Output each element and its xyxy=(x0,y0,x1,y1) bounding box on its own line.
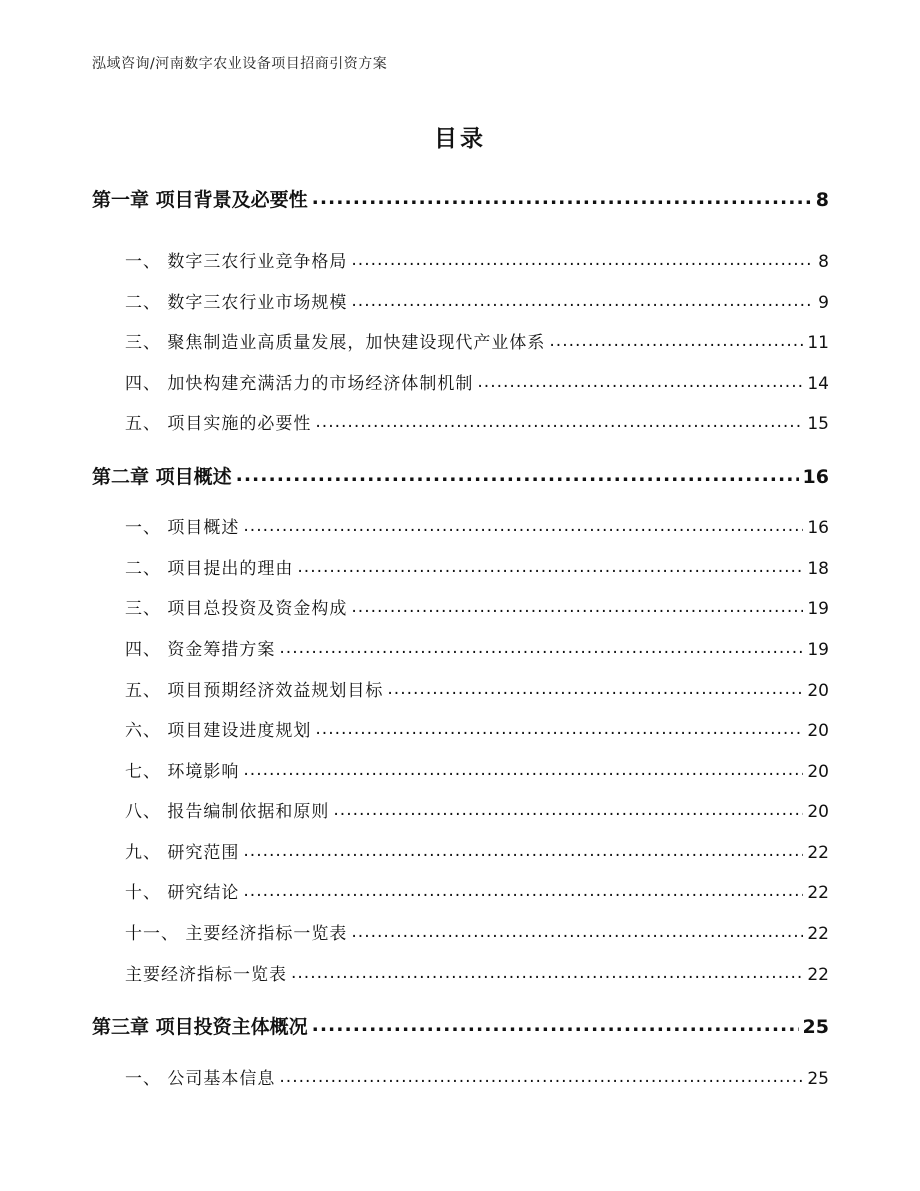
toc-page-number: 19 xyxy=(807,599,829,619)
dot-leader xyxy=(387,679,803,699)
toc-page-number: 22 xyxy=(807,883,829,903)
dot-leader xyxy=(312,187,812,209)
toc-section[interactable] xyxy=(125,757,829,782)
toc-section[interactable] xyxy=(125,554,829,579)
toc-page-number: 15 xyxy=(807,414,829,434)
toc-entry-label: 七、 环境影响 xyxy=(125,762,240,782)
dot-leader xyxy=(297,557,803,577)
toc-page-number: 22 xyxy=(807,924,829,944)
toc-entry-label: 一、 数字三农行业竞争格局 xyxy=(125,252,348,272)
toc-page-number: 18 xyxy=(807,559,829,579)
toc-page-number: 20 xyxy=(807,802,829,822)
dot-leader xyxy=(236,464,799,486)
dot-leader xyxy=(243,516,803,536)
toc-page-number: 20 xyxy=(807,681,829,701)
dot-leader xyxy=(243,760,803,780)
toc-entry-label: 四、 资金筹措方案 xyxy=(125,640,276,660)
toc-entry-label: 十、 研究结论 xyxy=(125,883,240,903)
toc-entry-label: 一、 项目概述 xyxy=(125,518,240,538)
toc-page-number: 14 xyxy=(807,374,829,394)
toc-page-number: 16 xyxy=(807,518,829,538)
toc-entry-label: 九、 研究范围 xyxy=(125,843,240,863)
dot-leader xyxy=(351,250,814,270)
toc-entry-label: 第二章 项目概述 xyxy=(92,466,232,488)
toc-section[interactable] xyxy=(125,676,829,701)
dot-leader xyxy=(477,372,803,392)
toc-page-number: 25 xyxy=(802,1016,829,1038)
toc-chapter-1[interactable] xyxy=(92,185,829,212)
toc-page-number: 19 xyxy=(807,640,829,660)
toc-page-number: 20 xyxy=(807,762,829,782)
toc-entry-label: 八、 报告编制依据和原则 xyxy=(125,802,330,822)
toc-page-number: 22 xyxy=(807,965,829,985)
toc-page-number: 22 xyxy=(807,843,829,863)
toc-entry-label: 一、 公司基本信息 xyxy=(125,1069,276,1089)
toc-entry-label: 三、 聚焦制造业高质量发展，加快建设现代产业体系 xyxy=(125,333,546,353)
dot-leader xyxy=(351,291,814,311)
toc-section[interactable] xyxy=(125,919,829,944)
dot-leader xyxy=(312,1014,799,1036)
dot-leader xyxy=(549,331,803,351)
toc-chapter-2[interactable] xyxy=(92,462,829,489)
toc-section[interactable] xyxy=(125,247,829,272)
dot-leader xyxy=(333,800,803,820)
toc-section[interactable] xyxy=(125,635,829,660)
dot-leader xyxy=(279,638,803,658)
running-header: 泓域咨询/河南数字农业设备项目招商引资方案 xyxy=(92,56,388,72)
toc-page-number: 11 xyxy=(807,333,829,353)
toc-section[interactable] xyxy=(125,328,829,353)
toc-section[interactable] xyxy=(125,878,829,903)
toc-entry-label: 第一章 项目背景及必要性 xyxy=(92,189,308,211)
toc-section[interactable] xyxy=(125,594,829,619)
toc-section[interactable] xyxy=(125,716,829,741)
toc-entry-label: 十一、 主要经济指标一览表 xyxy=(125,924,348,944)
toc-page-number: 20 xyxy=(807,721,829,741)
toc-section[interactable] xyxy=(125,960,829,985)
toc-entry-label: 五、 项目预期经济效益规划目标 xyxy=(125,681,384,701)
toc-page-number: 25 xyxy=(807,1069,829,1089)
toc-page-number: 9 xyxy=(818,293,829,313)
toc-section[interactable] xyxy=(125,797,829,822)
toc-page-number: 8 xyxy=(815,189,829,211)
dot-leader xyxy=(243,841,803,861)
toc-section[interactable] xyxy=(125,369,829,394)
toc-entry-label: 三、 项目总投资及资金构成 xyxy=(125,599,348,619)
toc-page-number: 16 xyxy=(802,466,829,488)
toc-chapter-3[interactable] xyxy=(92,1012,829,1039)
toc-entry-label: 二、 数字三农行业市场规模 xyxy=(125,293,348,313)
dot-leader xyxy=(315,412,803,432)
toc-entry-label: 第三章 项目投资主体概况 xyxy=(92,1016,308,1038)
dot-leader xyxy=(279,1067,803,1087)
toc-entry-label: 四、 加快构建充满活力的市场经济体制机制 xyxy=(125,374,474,394)
dot-leader xyxy=(351,922,803,942)
toc-section[interactable] xyxy=(125,409,829,434)
toc-entry-label: 主要经济指标一览表 xyxy=(125,965,287,985)
dot-leader xyxy=(243,881,803,901)
dot-leader xyxy=(315,719,803,739)
toc-section[interactable] xyxy=(125,513,829,538)
toc-entry-label: 六、 项目建设进度规划 xyxy=(125,721,312,741)
toc-page-number: 8 xyxy=(818,252,829,272)
dot-leader xyxy=(291,963,803,983)
toc-section[interactable] xyxy=(125,838,829,863)
toc-entry-label: 二、 项目提出的理由 xyxy=(125,559,294,579)
toc-title: 目录 xyxy=(434,126,486,152)
toc-section[interactable] xyxy=(125,1064,829,1089)
toc-section[interactable] xyxy=(125,288,829,313)
dot-leader xyxy=(351,597,803,617)
toc-entry-label: 五、 项目实施的必要性 xyxy=(125,414,312,434)
